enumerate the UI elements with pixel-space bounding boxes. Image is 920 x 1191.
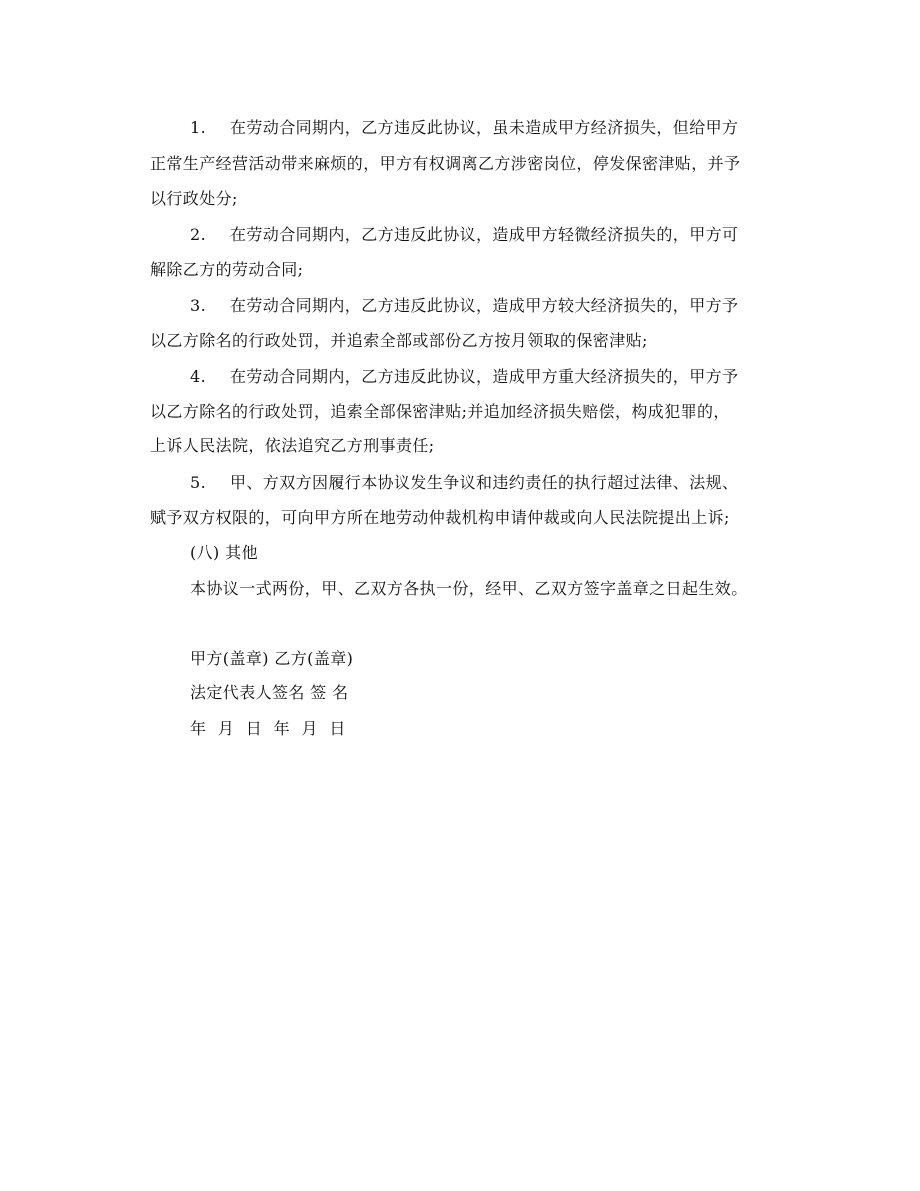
clause-2-number: 2. [190, 225, 207, 244]
clause-5-number: 5. [190, 473, 207, 492]
clause-4-line-2: 以乙方除名的行政处罚，追索全部保密津贴;并追加经济损失赔偿，构成犯罪的， [150, 402, 730, 421]
clause-3-line-1 [190, 296, 738, 316]
clause-4-text-1: 在劳动合同期内，乙方违反此协议，造成甲方重大经济损失的，甲方予 [230, 367, 739, 386]
clause-5-line-2: 赋予双方权限的，可向甲方所在地劳动仲裁机构申请仲裁或向人民法院提出上诉; [150, 508, 730, 527]
clause-1-line-2: 正常生产经营活动带来麻烦的，甲方有权调离乙方涉密岗位，停发保密津贴，并予 [150, 154, 741, 173]
clause-3-number: 3. [190, 296, 207, 315]
section-heading: (八) 其他 [190, 543, 258, 562]
clause-3-text-1: 在劳动合同期内，乙方违反此协议，造成甲方较大经济损失的，甲方予 [230, 296, 739, 315]
clause-3-line-2: 以乙方除名的行政处罚，并追索全部或部份乙方按月领取的保密津贴; [150, 331, 648, 350]
clause-2-text-1: 在劳动合同期内，乙方违反此协议，造成甲方轻微经济损失的，甲方可 [230, 225, 739, 244]
clause-1-line-3: 以行政处分; [150, 189, 238, 208]
clause-1-line-1 [190, 118, 738, 138]
signature-parties: 甲方(盖章) 乙方(盖章) [190, 649, 354, 668]
closing-statement: 本协议一式两份，甲、乙双方各执一份，经甲、乙双方签字盖章之日起生效。 [190, 579, 748, 598]
clause-5-text-1: 甲、方双方因履行本协议发生争议和违约责任的执行超过法律、法规、 [230, 473, 739, 492]
clause-2-line-1 [190, 225, 738, 245]
clause-4-line-3: 上诉人民法院，依法追究乙方刑事责任; [150, 436, 435, 455]
clause-4-number: 4. [190, 367, 207, 386]
clause-4-line-1 [190, 367, 738, 387]
signature-dates: 年 月 日 年 月 日 [190, 719, 346, 738]
signature-representatives: 法定代表人签名 签 名 [190, 683, 349, 702]
clause-5-line-1 [190, 473, 738, 493]
clause-2-line-2: 解除乙方的劳动合同; [150, 260, 304, 279]
clause-1-number: 1. [190, 118, 207, 137]
clause-1-text-1: 在劳动合同期内，乙方违反此协议，虽未造成甲方经济损失，但给甲方 [230, 118, 739, 137]
